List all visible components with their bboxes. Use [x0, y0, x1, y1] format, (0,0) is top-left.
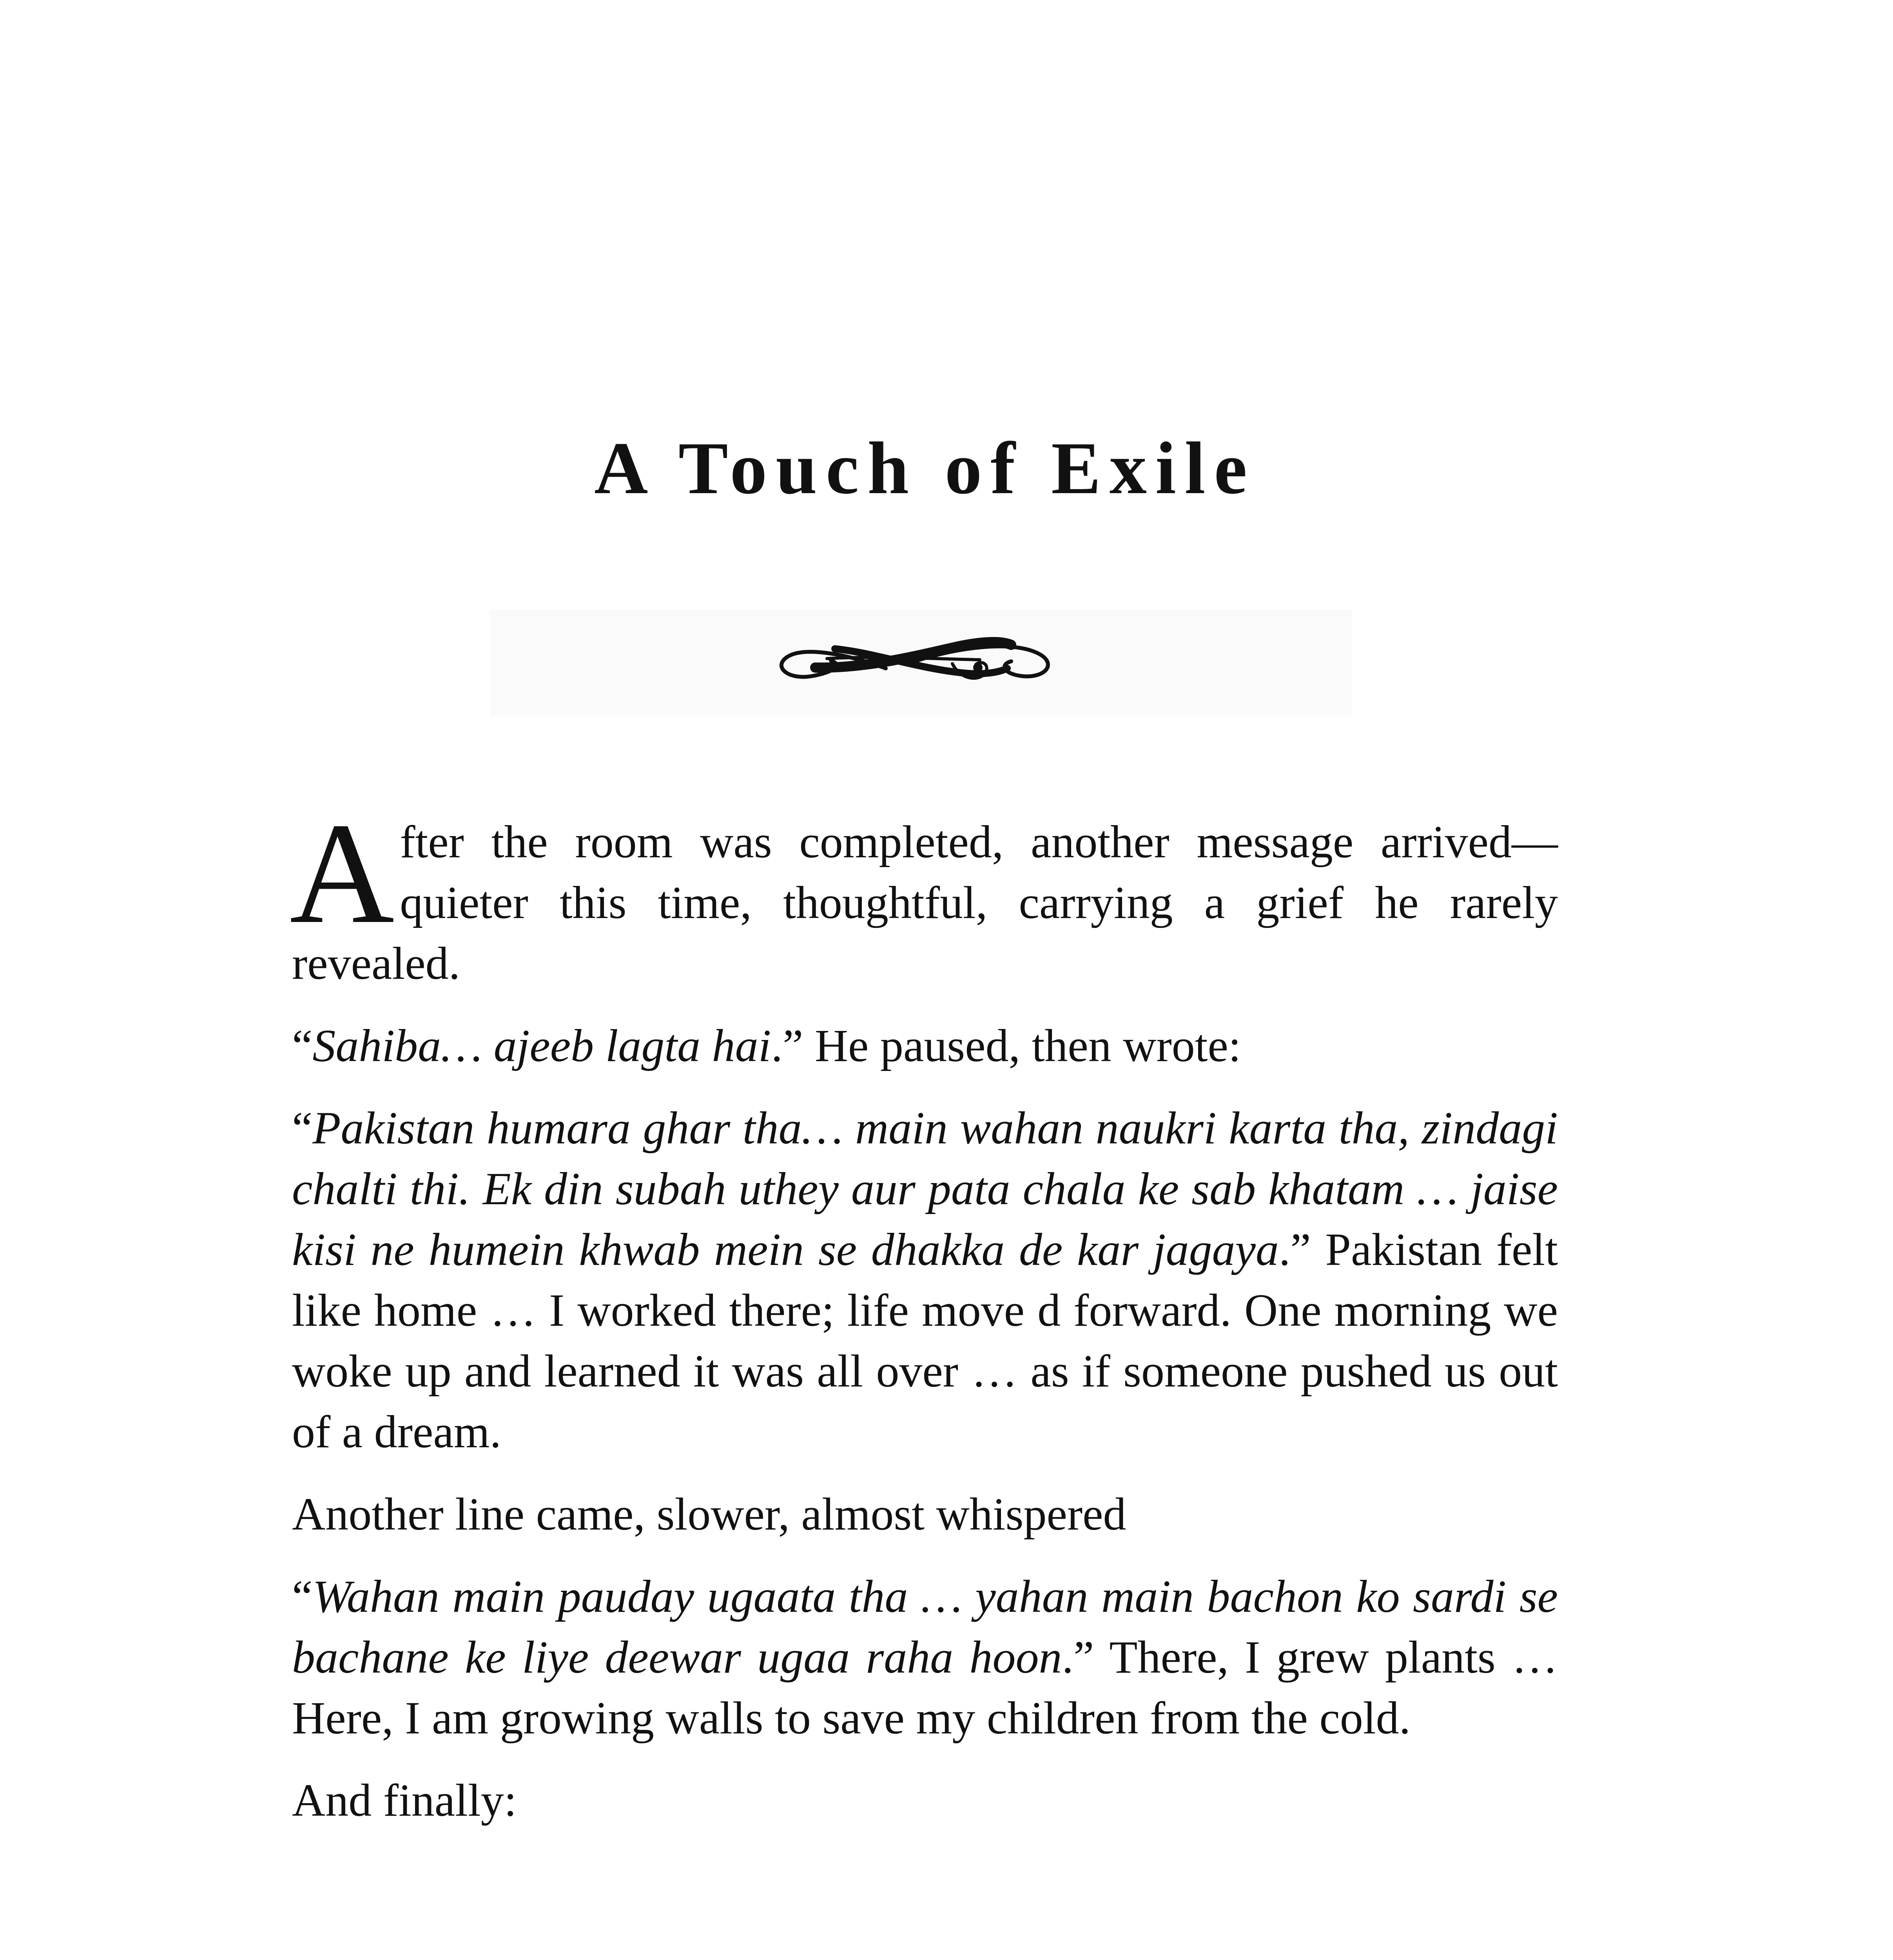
close-quote: .”	[1278, 1224, 1311, 1275]
paragraph-6	[292, 1770, 1558, 1831]
paragraph-5	[292, 1566, 1558, 1748]
paragraph-1-text: fter the room was completed, another message arrived—quieter this time, thoughtful, carrying a grief he rarely revealed.	[292, 816, 1558, 989]
drop-cap: A	[290, 793, 395, 954]
flourish-ornament-icon	[490, 610, 1352, 715]
chapter-title: A Touch of Exile	[594, 427, 1256, 510]
paragraph-2-text: He paused, then wrote:	[803, 1020, 1241, 1071]
open-quote: “	[292, 1102, 313, 1154]
paragraph-3-text: Pakistan felt like home … I worked there; life move d forward. One morning we woke up and learned it was all over … as if someone pushed us out of a dream.	[292, 1224, 1558, 1457]
body-text	[290, 793, 1558, 1852]
urdu-quote: Sahiba… ajeeb lagta hai	[312, 1020, 771, 1071]
open-quote: “	[292, 1571, 313, 1622]
paragraph-6-text: And finally:	[292, 1775, 517, 1826]
urdu-quote: Wahan main pauday ugaata tha … yahan main bachon ko sardi se bachane ke liye deewar ugaa raha hoon	[292, 1571, 1558, 1683]
paragraph-4	[292, 1484, 1558, 1544]
paragraph-5-text: There, I grew plants … Here, I am growing walls to save my children from the cold.	[292, 1632, 1558, 1744]
paragraph-1	[290, 793, 1558, 994]
paragraph-2	[292, 1015, 1558, 1076]
paragraph-4-text: Another line came, slower, almost whispered	[292, 1488, 1126, 1540]
paragraph-3	[292, 1098, 1558, 1462]
open-quote: “	[292, 1020, 313, 1071]
close-quote: .”	[1062, 1632, 1094, 1683]
ornament-divider	[490, 610, 1352, 715]
urdu-quote: Pakistan humara ghar tha… main wahan naukri karta tha, zindagi chalti thi. Ek din subah uthey aur pata chala ke sab khatam … jaise kisi ne humein khwab mein se dhakka de kar jagaya	[292, 1102, 1558, 1275]
close-quote: .”	[771, 1020, 803, 1071]
